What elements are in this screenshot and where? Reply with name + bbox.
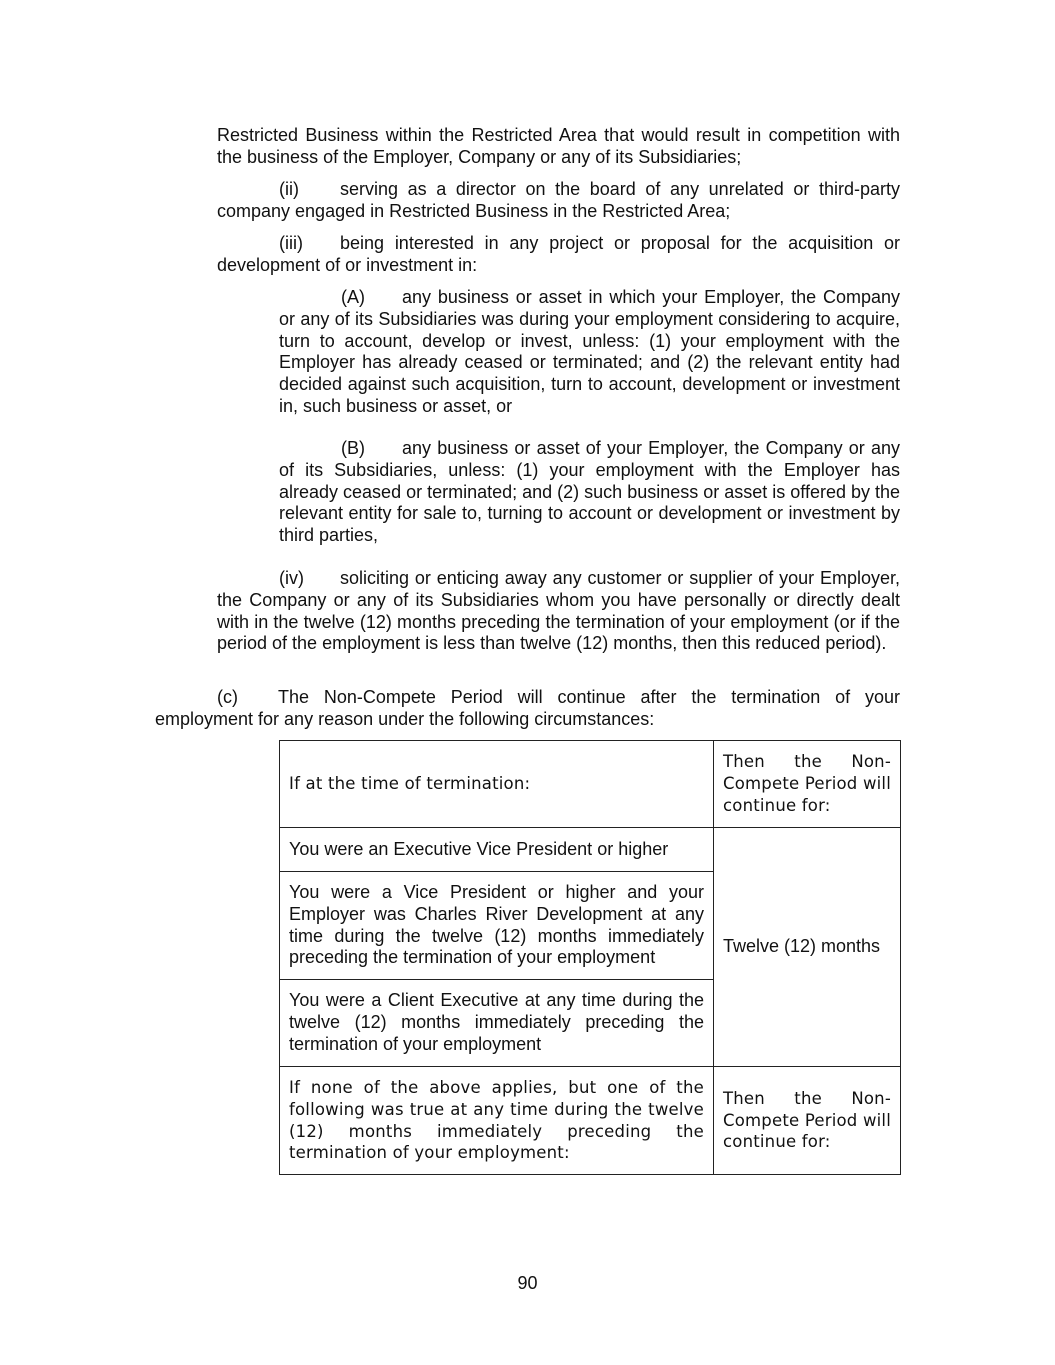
clause-c: [155, 687, 900, 731]
table-footer-left: If none of the above applies, but one of the following was true at any time during the twelve (12) months immediately preceding the termination of your employment:: [280, 1067, 714, 1175]
clause-iii-label: (iii): [279, 233, 303, 253]
table-merged-duration: Twelve (12) months: [714, 828, 901, 1067]
clause-iv: [217, 568, 900, 655]
table-footer-row: [280, 1067, 901, 1175]
paragraph-continuation-text: Restricted Business within the Restricted Area that would result in competition with the business of the Employer, Company or any of its Subsidiaries;: [217, 125, 900, 167]
clause-c-text: The Non-Compete Period will continue after the termination of your employment for any reason under the following circumstances:: [155, 687, 900, 729]
clause-ii-label: (ii): [279, 179, 299, 199]
table-footer-right: Then the Non-Compete Period will continue for:: [714, 1067, 901, 1175]
non-compete-table: [279, 740, 901, 1175]
table-header-left: If at the time of termination:: [280, 741, 714, 828]
clause-ii: [217, 179, 900, 223]
clause-c-label: (c): [217, 687, 238, 707]
clause-ii-text: serving as a director on the board of any unrelated or third-party company engaged in Restricted Business in the Restricted Area;: [217, 179, 900, 221]
clause-B: [279, 438, 900, 547]
table-row-client-executive: You were a Client Executive at any time during the twelve (12) months immediately preceding the termination of your employment: [280, 980, 714, 1067]
clause-A: [279, 287, 900, 418]
clause-B-label: (B): [341, 438, 365, 458]
table-row: [280, 828, 901, 872]
paragraph-continuation: [217, 125, 900, 169]
clause-iii: [217, 233, 900, 277]
page-number: 90: [517, 1273, 538, 1293]
clause-iv-label: (iv): [279, 568, 304, 588]
clause-iii-text: being interested in any project or proposal for the acquisition or development of or investment in:: [217, 233, 900, 275]
clause-A-label: (A): [341, 287, 365, 307]
clause-B-text: any business or asset of your Employer, the Company or any of its Subsidiaries, unless: (1) your employment with the Employer has already ceased or terminated; and (2) such business or asset is offered by the relevant entity for sale to, turning to account or development or investment by third parties,: [279, 438, 901, 546]
table-header-row: [280, 741, 901, 828]
table-row-executive-vp: You were an Executive Vice President or higher: [280, 828, 714, 872]
table-header-right: Then the Non-Compete Period will continue for:: [714, 741, 901, 828]
table-row-vice-president: You were a Vice President or higher and your Employer was Charles River Development at any time during the twelve (12) months immediately preceding the termination of your employment: [280, 872, 714, 980]
clause-iv-text: soliciting or enticing away any customer or supplier of your Employer, the Company or any of its Subsidiaries whom you have personally or directly dealt with in the twelve (12) months preceding the termination of your employment (or if the period of the employment is less than twelve (12) months, then this reduced period).: [217, 568, 900, 654]
clause-A-text: any business or asset in which your Employer, the Company or any of its Subsidiaries was during your employment considering to acquire, turn to account, develop or invest, unless: (1) your employment with the Employer has already ceased or terminated; and (2) the relevant entity had decided against such acquisition, turn to account, development or investment in, such business or asset, or: [279, 287, 900, 416]
